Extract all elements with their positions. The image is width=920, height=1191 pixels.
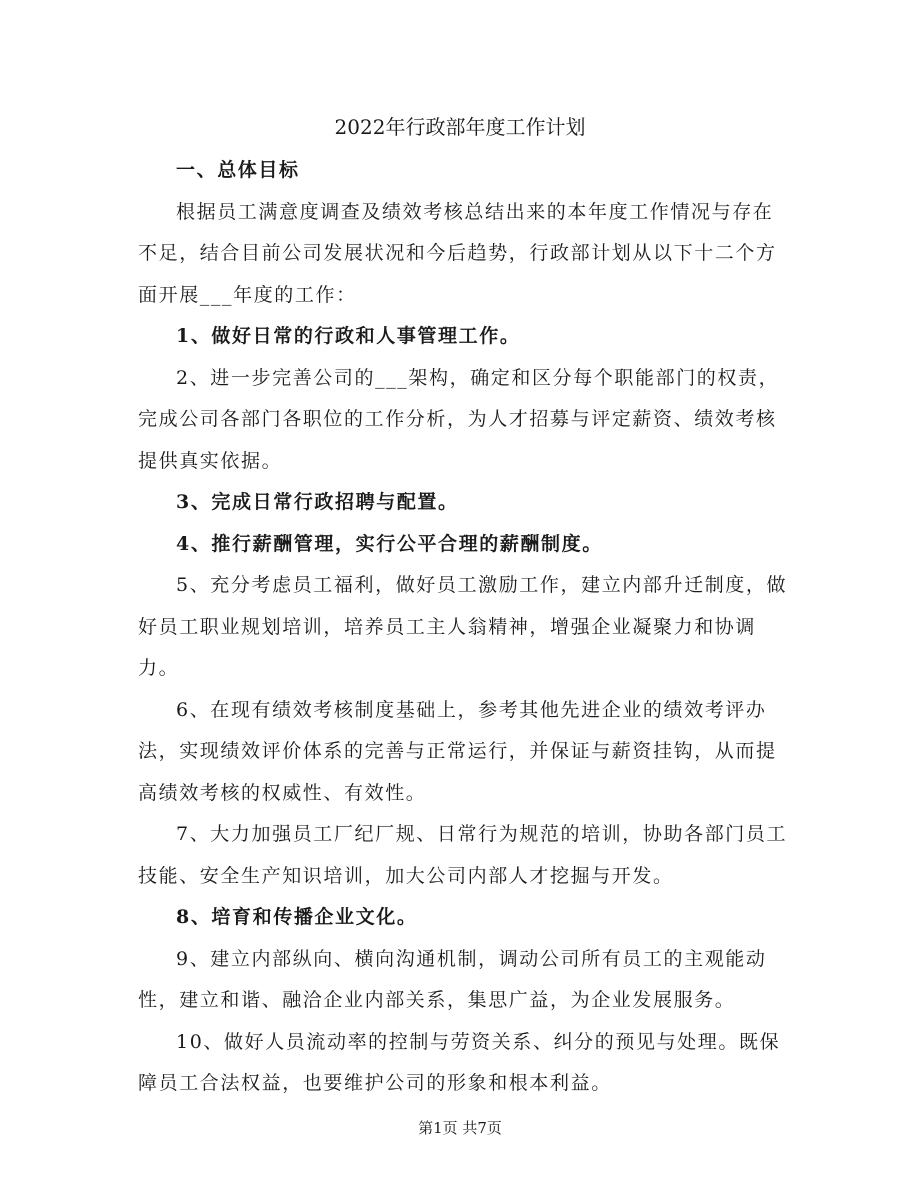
paragraph: 5、充分考虑员工福利，做好员工激励工作，建立内部升迁制度，做好员工职业规划培训，培养员工主人翁精神，增强企业凝聚力和协调力。: [138, 574, 788, 679]
paragraph: 一、总体目标: [176, 159, 300, 181]
paragraph: 根据员工满意度调查及绩效考核总结出来的本年度工作情况与存在不足，结合目前公司发展状况和今后趋势，行政部计划从以下十二个方面开展___年度的工作：: [138, 200, 777, 306]
paragraph: 1、做好日常的行政和人事管理工作。: [176, 325, 521, 347]
paragraph: 10、做好人员流动率的控制与劳资关系、纠分的预见与处理。既保障员工合法权益，也要维护公司的形象和根本利益。: [138, 1030, 781, 1094]
page-footer: 第1页 共7页: [418, 1119, 502, 1137]
paragraph: 7、大力加强员工厂纪厂规、日常行为规范的培训，协助各部门员工技能、安全生产知识培训，加大公司内部人才挖掘与开发。: [138, 823, 788, 887]
paragraph: 9、建立内部纵向、横向沟通机制，调动公司所有员工的主观能动性，建立和谐、融洽企业内部关系，集思广益，为企业发展服务。: [138, 947, 767, 1011]
document-title: 2022年行政部年度工作计划: [334, 115, 586, 139]
document-body: [138, 150, 790, 1105]
paragraph: 4、推行薪酬管理，实行公平合理的薪酬制度。: [176, 532, 603, 555]
paragraph: 3、完成日常行政招聘与配置。: [176, 491, 459, 513]
paragraph: 6、在现有绩效考核制度基础上，参考其他先进企业的绩效考评办法，实现绩效评价体系的完善与正常运行，并保证与薪资挂钩，从而提高绩效考核的权威性、有效性。: [138, 698, 777, 804]
paragraph: 8、培育和传播企业文化。: [176, 906, 418, 928]
paragraph: 2、进一步完善公司的___架构，确定和区分每个职能部门的权责，完成公司各部门各职位的工作分析，为人才招募与评定薪资、绩效考核提供真实依据。: [138, 366, 780, 472]
